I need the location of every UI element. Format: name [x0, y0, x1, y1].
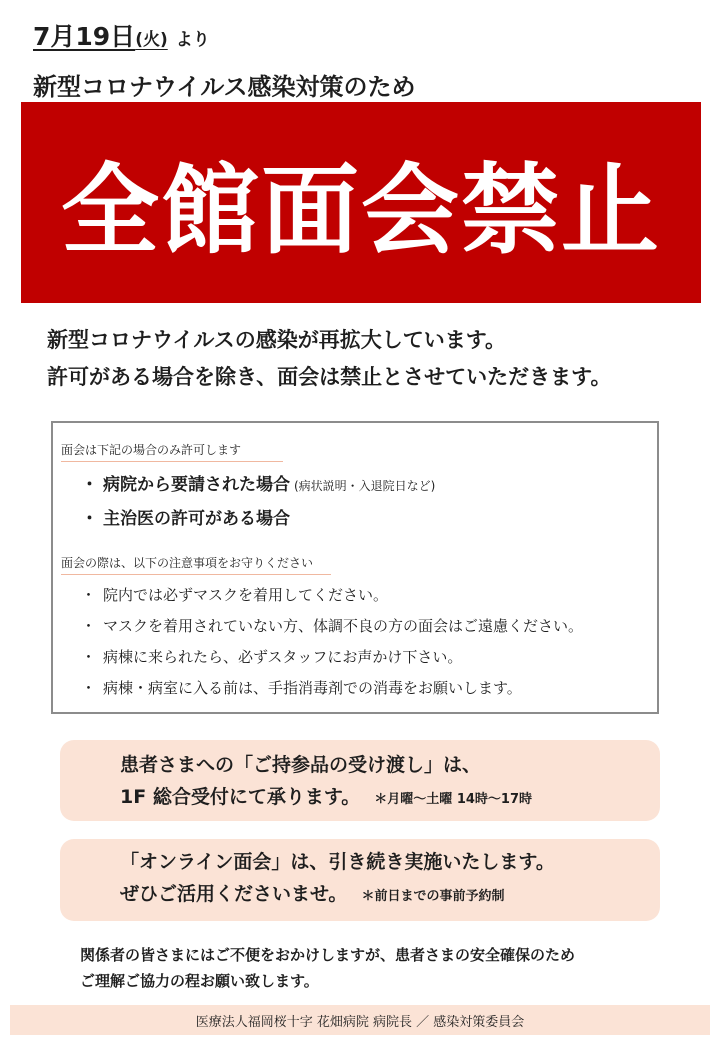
footer-text: 医療法人福岡桜十字 花畑病院 病院長 ／ 感染対策委員会: [195, 1014, 525, 1030]
list-item: ・ 院内では必ずマスクを着用してください。: [81, 580, 583, 611]
precautions-heading: 面会の際は、以下の注意事項をお守りください: [61, 554, 331, 575]
effective-date-line: [33, 22, 416, 55]
effective-weekday: (火): [135, 30, 168, 50]
list-item: ・ 病棟に来られたら、必ずスタッフにお声かけ下さい。: [81, 642, 583, 673]
delivery-line-2: 1F 総合受付にて承ります。 ＊月曜～土曜 14時～17時: [120, 786, 533, 808]
list-item: ・ 病院から要請された場合 (病状説明・入退院日など): [81, 469, 435, 503]
rules-box: [51, 421, 659, 714]
list-item: ・ 主治医の許可がある場合: [81, 503, 435, 536]
online-line-1: 「オンライン面会」は、引き続き実施いたします。: [120, 851, 555, 873]
closing-line-2: ご理解ご協力の程お願い致します。: [80, 972, 319, 990]
effective-date: 7月19日: [33, 22, 136, 51]
intro-line-1: 新型コロナウイルスの感染が再拡大しています。: [47, 328, 507, 352]
permitted-heading: 面会は下記の場合のみ許可します: [61, 441, 283, 462]
intro-text: [47, 322, 611, 396]
closing-message: [80, 942, 575, 994]
bullet: ・: [81, 586, 97, 604]
visit-ban-banner: [21, 102, 701, 303]
delivery-notice: [60, 740, 660, 821]
intro-line-2: 許可がある場合を除き、面会は禁止とさせていただきます。: [47, 365, 612, 389]
delivery-hours: ＊月曜～土曜 14時～17時: [374, 792, 533, 807]
reservation-note: ＊前日までの事前予約制: [361, 889, 505, 904]
closing-line-1: 関係者の皆さまにはご不便をおかけしますが、患者さまの安全確保のため: [80, 946, 576, 964]
bullet: ・: [81, 475, 98, 495]
header: [33, 22, 416, 102]
bullet: ・: [81, 679, 97, 697]
online-visit-notice: [60, 839, 660, 921]
online-line-2: ぜひご活用くださいませ。 ＊前日までの事前予約制: [120, 883, 505, 905]
bullet: ・: [81, 617, 97, 635]
list-item: ・ マスクを着用されていない方、体調不良の方の面会はご遠慮ください。: [81, 611, 583, 642]
permitted-note: (病状説明・入退院日など): [294, 479, 436, 493]
banner-title: 全館面会禁止: [60, 154, 661, 268]
delivery-line-1: 患者さまへの「ご持参品の受け渡し」は、: [120, 754, 482, 776]
permitted-list: [81, 469, 435, 536]
footer-signature: [10, 1005, 710, 1035]
list-item: ・ 病棟・病室に入る前は、手指消毒剤での消毒をお願いします。: [81, 673, 583, 704]
precautions-list: [81, 580, 583, 704]
bullet: ・: [81, 509, 98, 529]
from-label: より: [175, 30, 210, 50]
subtitle: 新型コロナウイルス感染対策のため: [33, 73, 416, 101]
bullet: ・: [81, 648, 97, 666]
